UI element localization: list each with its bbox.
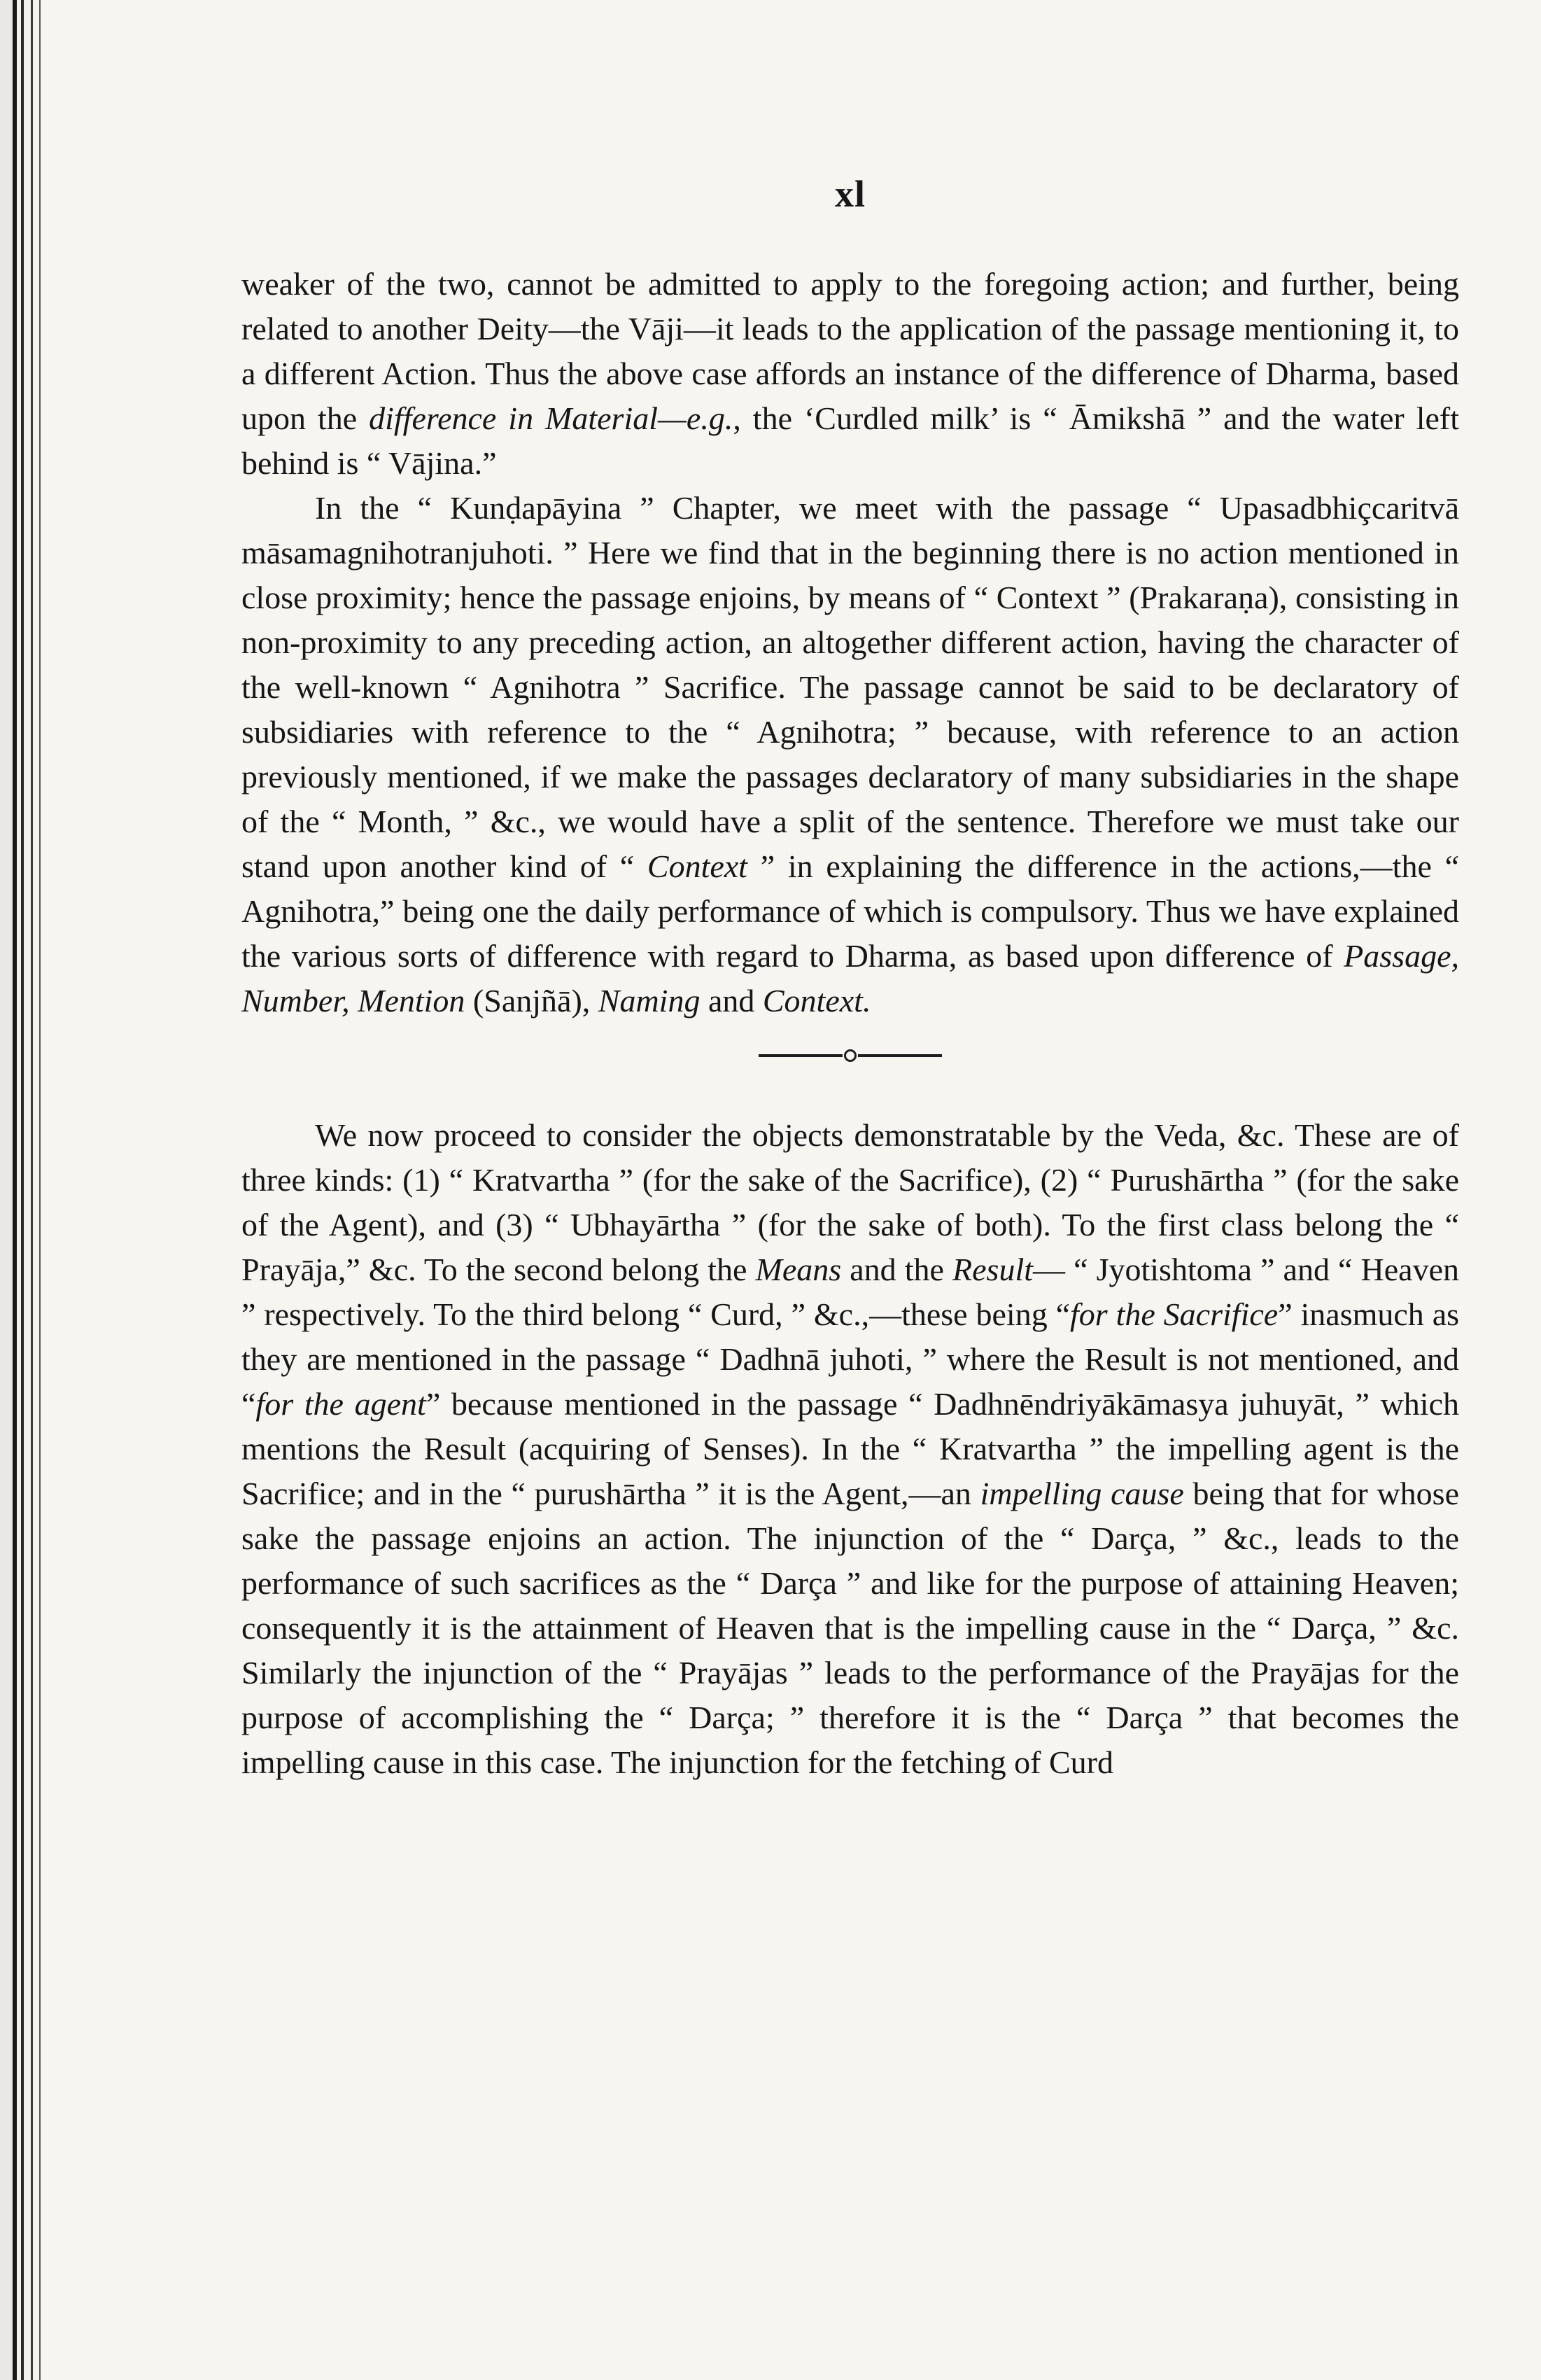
page-number: xl [834, 173, 866, 215]
paragraph-kundapayina-chapter [241, 486, 1459, 1023]
text-segment: (Sanjñā), [465, 983, 598, 1018]
text-segment: In the “ Kunḍapāyina ” Chapter, we meet with the passage “ Upasadbhiçcaritvā māsamagnihotranjuhoti. ” Here we find that in the beginning there is no action mentioned in close proximity; hence the passage enjoins, by means of “ Context ” (Prakaraṇa), consisting in non-proximity to any preceding action, an altogether different action, having the character of the well-known “ Agnihotra ” Sacrifice. The passage cannot be said to be declaratory of subsidiaries with reference to the “ Agnihotra; ” because, with reference to an action previously mentioned, if we make the passages declaratory of many subsidiaries in the shape of the “ Month, ” &c., we would have a split of the sentence. Therefore we must take our stand upon another kind of “ [241, 490, 1459, 884]
scan-binding-edge [0, 0, 62, 2380]
text-segment: weaker of the two, cannot be admitted to apply to the foregoing action; and further, being related to another Deity—the Vāji—it leads to the application of the passage mentioning it, to a different Action. Thus the above case affords an instance of the difference of Dharma, based upon the [241, 266, 1459, 436]
italic-text-segment: for the Sacrifice [1070, 1296, 1279, 1332]
italic-text-segment: Naming [598, 983, 701, 1018]
italic-text-segment: Context. [762, 983, 871, 1018]
text-segment: and [700, 983, 763, 1018]
text-segment: being that for whose sake the passage enjoins an action. The injunction of the “ Darça, ” &c., leads to the performance of such sacrifices as the “ Darça ” and like for the purpose of attaining Heaven; consequently it is the attainment of Heaven that is the impelling cause in the “ Darça, ” &c. Similarly the injunction of the “ Prayājas ” leads to the performance of the Prayājas for the purpose of accomplishing the “ Darça; ” therefore it is the “ Darça ” that becomes the impelling cause in this case. The injunction for the fetching of Curd [241, 1476, 1459, 1780]
book-page [241, 175, 1459, 1785]
text-segment: ” inasmuch as they are mentioned in the passage “ Dadhnā juhoti, ” where the Result is not mentioned, and “ [241, 1296, 1460, 1422]
divider-ornament [844, 1049, 857, 1062]
italic-text-segment: Passage, Number, Mention [241, 938, 1459, 1018]
paragraph-veda-objects [241, 1113, 1459, 1785]
section-divider [241, 1042, 1459, 1070]
italic-text-segment: impelling cause [980, 1476, 1184, 1511]
paragraph-dharma-material [241, 262, 1459, 486]
italic-text-segment: Result [952, 1252, 1034, 1287]
text-segment: ” in explaining the difference in the actions,—the “ Agnihotra,” being one the daily performance of which is compulsory. Thus we have explained the various sorts of difference with regard to Dharma, as based upon difference of [241, 848, 1460, 974]
divider-rule-left [759, 1054, 843, 1057]
text-segment: ” because mentioned in the passage “ Dadhnēndriyākāmasya juhuyāt, ” which mentions the Result (acquiring of Senses). In the “ Kratvartha ” the impelling agent is the Sacrifice; and in the “ purushārtha ” it is the Agent,—an [241, 1386, 1459, 1511]
text-segment: We now proceed to consider the objects demonstratable by the Veda, &c. These are of three kinds: (1) “ Kratvartha ” (for the sake of the Sacrifice), (2) “ Purushārtha ” (for the sake of the Agent), and (3) “ Ubhayārtha ” (for the sake of both). To the first class belong the “ Prayāja,” &c. To the second belong the [241, 1117, 1459, 1287]
text-segment: — “ Jyotishtoma ” and “ Heaven ” respectively. To the third belong “ Curd, ” &c.,—these being “ [241, 1252, 1459, 1332]
italic-text-segment: for the agent [255, 1386, 426, 1422]
text-segment: , the ‘Curdled milk’ is “ Āmikshā ” and the water left behind is “ Vājina.” [241, 400, 1460, 481]
text-segment: and the [841, 1252, 953, 1287]
italic-text-segment: difference in Material—e.g. [369, 400, 733, 436]
italic-text-segment: Means [755, 1252, 842, 1287]
divider-rule-right [858, 1054, 942, 1057]
italic-text-segment: Context [647, 848, 747, 884]
